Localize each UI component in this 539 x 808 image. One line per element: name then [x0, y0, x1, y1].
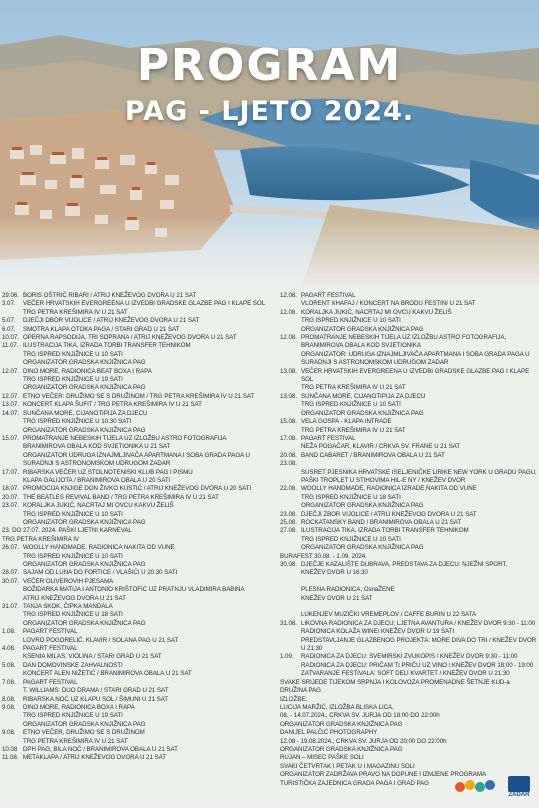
event-item	[2, 603, 272, 628]
event-text: RADIONICA ZA DJECU: SVEMIRSKI ZVUKOPIS / KNEŽEV DVOR 9:30 - 11:00 RADIONICA ZA DJECU: PRIČAM TI PRIČU UZ VINO / KNEŽEV DVOR 18:00 - 19:00 ZATVARANJE FESTIVALA: SOFT DELI KVARTET / KNEŽEV DVOR U 21:30	[301, 653, 534, 678]
disclaimer-note: ORGANIZATOR ZADRŽAVA PRAVO NA DOPUNE I IZMJENE PROGRAMA	[280, 771, 487, 779]
event-text: DJEČJI ZBOR VIJOLICE / ATRIJ KNEŽEVOG DVORA U 21 SAT	[301, 510, 477, 518]
event-item	[2, 729, 272, 746]
event-date: 31.07.	[2, 603, 19, 611]
event-text: TANJA SKOK, ČIPKA MANDALA TRG ISPRED KNJIŽNICE U 18 SATI ORGANIZATOR GRADSKA KNJIŽNICA PAG	[23, 603, 146, 627]
event-date: 18.07.	[2, 485, 19, 493]
event-date: 27.08.	[280, 527, 297, 535]
events-left-column	[2, 292, 272, 763]
pag-logo	[452, 776, 500, 802]
event-date: 3.07.	[2, 300, 16, 308]
event-item	[2, 485, 272, 493]
event-date: 17.07.	[2, 468, 19, 476]
event-text: PAGART FESTIVAL VLORENT XHAFAJ / KONCERT NA BRODU FESTINI U 21 SAT	[301, 292, 476, 308]
event-item	[2, 696, 272, 704]
event-date: 26.07.	[2, 544, 19, 552]
event-item	[2, 704, 272, 729]
event-date: 4.08.	[2, 645, 16, 653]
event-date: 12.08.	[280, 334, 297, 342]
event-text: PAGART FESTIVAL T. WILLIAMS: DUO DRAMA / STARI GRAD U 21 SAT	[23, 678, 169, 695]
event-text: LIKOVNA RADIONICA ZA DJECU: LJETNA AVANTURA / KNEŽEV DVOR 9:30 - 11:00 RADIONICA KOLAŽA WINE/ KNEŽEV DVOR U 19 SATI PREDSTAVLJANJE GLAZBENOG PROJEKTA: MORE DIVA DO TRI / KNEŽEV DVOR U 21:30	[301, 619, 537, 653]
footer-credit: TURISTIČKA ZAJEDNICA GRADA PAGA I GRAD PAG	[280, 779, 429, 787]
event-item	[280, 519, 537, 527]
event-item	[2, 502, 272, 527]
event-item	[2, 469, 272, 486]
event-item	[2, 628, 272, 645]
event-date: 30.07.	[2, 577, 19, 585]
event-item	[2, 527, 272, 544]
event-text: BORIS OŠTRIĆ RIBARI / ATRIJ KNEŽEVOG DVORA U 21 SAT	[23, 292, 197, 299]
event-text: DJEČJE KAZALIŠTE DUBRAVA, PREDSTAVA ZA DJECU: NJEŽNI SPORT, KNEŽEV DVOR U 16:30 PLESNA RADIONICA, OsnaŽENE KNEŽEV DVOR U 21 SAT LUKENJEV MUZIČKI VREMEPLOV / CAFFE BURIN U 22 SATA	[301, 561, 508, 619]
events-right-column	[280, 292, 537, 788]
event-item	[2, 342, 272, 367]
event-item	[2, 679, 272, 696]
burafest-item	[280, 561, 537, 620]
sponsor-logos	[452, 774, 537, 804]
event-item	[280, 452, 537, 460]
event-text: SMOTRA KLAPA OTOKA PAGA / STARI GRAD U 21 SAT	[23, 325, 180, 333]
event-item	[2, 368, 272, 393]
event-date: 5.08.	[2, 661, 16, 669]
event-date: 12.08.	[280, 292, 297, 299]
event-date: 23.07.	[2, 502, 19, 510]
event-date: 12.07.	[2, 392, 19, 400]
event-item	[280, 418, 537, 435]
event-text: WOOLLY HANDMADE, RADIONICA NAKITA OD VUNE TRG ISPRED KNJIŽNICE U 10 SATI ORGANIZATOR GRADSKA KNJIŽNICA PAG	[23, 544, 175, 568]
event-item	[2, 292, 272, 300]
event-date: 11.07.	[2, 342, 19, 350]
event-text: PROMATRANJE NEBESKIH TIJELA UZ IZLOŽBU ASTRO FOTOGRAFIJA, BRANIMIROVA OBALA KOD SVJETIONIKA ORGANIZATOR: UDRUGA IZNAJMLJIVAČA APARTMANA I SOBA GRADA PAGA U SURADNJI S ASTRONOMSKOM UDRUGOM ZADAR	[301, 334, 530, 367]
event-date: 22.08.	[280, 485, 297, 493]
event-date: 1.09.	[280, 653, 294, 661]
event-text: ROCKATANSKY BAND / BRANIMIROVA OBALA U 21 SAT	[301, 518, 462, 526]
event-date: 31.08.	[280, 619, 297, 627]
event-date: 7.08.	[2, 678, 16, 686]
event-text: DINO MORE, RADIONICA BEAT BOXA I RAPA TRG ISPRED KNJIŽNICE U 19 SATI ORGANIZATOR GRADSKA KNJIŽNICA PAG	[23, 367, 152, 392]
event-date: 15.07.	[2, 434, 19, 442]
event-text: RIBARSKA VEČER UZ STOLNOTENISKI KLUB PAG I PISMU KLAPA GALIJOTA / BRANIMIROVA OBALA U 20 SATI	[23, 468, 193, 484]
event-text: SUNČANA MORE, CIJANOTIPIJA ZA DJECU TRG ISPRED KNJIŽNICE U 10:30 SATI ORGANIZATOR GRADSKA KNJIŽNICA PAG	[23, 409, 148, 434]
event-date: 9.08.	[2, 703, 16, 711]
event-item	[280, 368, 537, 393]
event-text: PAGART FESTIVAL NEŽA POGAČAR, KLAVIR / CRKVA SV. FRANE U 21 SAT	[301, 434, 461, 451]
event-date: 10.07.	[2, 334, 19, 342]
event-date: 5.07.	[2, 317, 16, 325]
event-text: KONCERT KLAPA ŠUFIT / TRG PETRA KREŠIMIRA IV U 21 SAT	[23, 401, 202, 409]
event-item	[280, 309, 537, 334]
event-item	[280, 460, 537, 468]
event-text: VEČER HRVATSKIH EVERGREENA U IZVEDBI GRADSKE GLAZBE PAG I KLAPE SOL TRG PETRA KREŠIMIRA IV U 21 SAT	[23, 300, 266, 316]
event-date: 6.07.	[2, 325, 16, 333]
event-text: DINO MORE, RADIONICA BOXA I RAPA TRG ISPRED KNJIŽNICE U 19 SATI ORGANIZATOR GRADSKA KNJIŽNICA PAG	[23, 703, 146, 728]
exhibition-item: LUCIJA MARŽIĆ, IZLOŽBA BLISKA LICA, 08. - 14.07.2024., CRKVA SV. JURJA OD 18:00 DO 22:00h ORGANIZATOR GRADSKA KNJIŽNICA PAG	[280, 703, 440, 728]
event-item	[2, 401, 272, 409]
event-text: ETNO VEČER: DRUŽIMO SE S DRUŽINOM / TRG PETRA KREŠIMIRA IV U 21 SAT	[23, 392, 255, 400]
event-text: KORALJKA JUKIĆ, NACRTAJ MI OVCU KAKVU ŽELIŠ TRG ISPRED KNJIŽNICE U 10 SATI ORGANIZATOR GRADSKA KNJIŽNICA PAG	[23, 502, 174, 526]
exhibition-item: DANIJEL PALČIĆ PHOTOGRAPHY 12.08 - 19.08.2024., CRKVA SV. JURJA OD 20:00 DO 22:00h ORGANIZATOR GRADSKA KNJIŽNICA PAG	[280, 729, 447, 753]
event-item	[2, 494, 272, 502]
event-text: DPH PAG, BILA NOĆ / BRANIMIROVA OBALA U 21 SAT	[23, 745, 178, 753]
event-date: 28.07.	[2, 569, 19, 577]
event-item	[2, 410, 272, 435]
exhibitions-heading: IZLOŽBE:	[280, 695, 308, 703]
event-text: SUNČANA MORE, CIJANOTIPIJA ZA DJECU TRG ISPRED KNJIŽNICE U 10 SATI ORGANIZATOR GRADSKA KNJIŽNICA PAG	[301, 392, 426, 417]
event-date: 30.08.	[280, 561, 297, 568]
event-date: 15.08.	[280, 418, 297, 426]
event-text: PROMOCIJA KNJIGE DON ŽIVKO KUSTIĆ / ATRIJ KNEŽEVOG DVORA U 20 SATI	[23, 485, 252, 493]
event-date: 13.07.	[2, 401, 19, 409]
burafest-item	[280, 620, 537, 654]
event-date: 8.08.	[2, 695, 16, 703]
event-date: 23.08.	[280, 460, 297, 468]
event-item	[2, 300, 272, 317]
event-text: METAKLAPA / ATRIJ KNEŽEVOG DVORA U 21 SAT	[23, 754, 166, 762]
event-text: OPERNA RAPSODIJA, TRI SOPRANA / ATRIJ KNEŽEVOG DVORA U 21 SAT	[23, 334, 237, 342]
event-text: ILUSTRACIJA TIKA, IZRADA TORBI TRANSFER TEHNIKOM TRG ISPRED KNJIŽNICE U 10 SATI ORGANIZATOR GRADSKA KNJIŽNICA PAG	[301, 527, 469, 552]
event-item	[2, 578, 272, 603]
event-text: KORALJKA JUKIĆ, NACRTAJ MI OVCU KAKVU ŽELIŠ TRG ISPRED KNJIŽNICE U 10 SATI ORGANIZATOR GRADSKA KNJIŽNICA PAG	[301, 308, 452, 333]
event-date: 12.08.	[280, 308, 297, 316]
event-text: VEČER OLIVEROVIH PJESAMA BOŽIDARKA MATIJA I ANTONIO KRIŠTOFIĆ UZ PRATNJU VLADIMIRA BABINA ATRIJ KNEŽEVOG DVORA U 21 SAT	[23, 577, 245, 602]
event-item	[280, 469, 537, 486]
event-item	[280, 393, 537, 418]
event-text: SUSRET PJESNIKA HRVATSKE ISELJENIČKE LIRIKE NEW YORK U GRADU PAGU, PAŠKI TROPLET U STIHOVIMA HIL-E NY / KNEŽEV DVOR	[301, 468, 537, 484]
event-item	[2, 334, 272, 342]
event-item	[2, 544, 272, 569]
burafest-item	[280, 653, 537, 678]
event-date: 12.07.	[2, 367, 19, 375]
event-text: PAGART FESTIVAL LOVRO POGORELIĆ, KLAVIR / SOLANA PAG U 21 SAT	[23, 628, 179, 644]
event-item	[2, 435, 272, 469]
event-item	[2, 754, 272, 762]
event-item	[280, 292, 537, 309]
event-item	[2, 662, 272, 679]
event-text: THE BEATLES REVIVAL BAND / TRG PETRA KREŠIMIRA IV U 21 SAT	[23, 493, 219, 501]
event-text: 23. DO 27.07. 2024. PAŠKI LJETNI KARNEVAL TRG PETRA KREŠIMIRA IV	[2, 527, 132, 543]
event-text: VELA GOSPA - KLAPA INTRADE TRG PETRA KREŠIMIRA IV U 21 SAT	[301, 418, 406, 434]
event-date: 25.08.	[280, 518, 297, 526]
event-item	[2, 569, 272, 577]
event-date: 10.08	[2, 745, 18, 753]
event-date: 13.08.	[280, 392, 297, 400]
poster-title: PROGRAM	[136, 40, 403, 91]
event-date: 9.08.	[2, 729, 16, 737]
event-item	[280, 485, 537, 510]
event-text: DJEČJI DBOR VIJOLICE / ATRIJ KNEŽEVOG DVORA U 21 SAT	[23, 317, 200, 325]
event-date: 17.08.	[280, 434, 297, 442]
event-text: SAJAM OD LUNA DO FORTICE / VLAŠIĆI U 20:30 SATI	[23, 569, 178, 577]
event-item	[2, 393, 272, 401]
event-item	[280, 435, 537, 452]
poster-subtitle: PAG - LJETO 2024.	[124, 96, 415, 127]
zadar-logo-text: ZADAR	[508, 792, 530, 798]
event-date: 20.08.	[280, 451, 297, 459]
burafest-heading: BURAFEST 30.08. - 1.09. 2024.	[280, 552, 367, 560]
promenade-note: SVAKE SRIJEDE TIJEKOM SRPNJA I KOLOVOZA PROMENADNE ŠETNJE KUD-a DRUŽINA PAG	[280, 678, 510, 695]
event-text: WOOLLY HANDMADE, RADIONICA IZRADE NAKITA OD VUNE TRG ISPRED KNJIŽNICE U 18 SATI ORGANIZATOR GRADSKA KNJIŽNICA PAG	[301, 485, 477, 510]
event-item	[2, 326, 272, 334]
event-text: PAGART FESTIVAL KSENIA MILAS, VIOLINA / STARI GRAD U 21 SAT	[23, 645, 162, 661]
event-date: 20.07.	[2, 493, 19, 501]
event-date: 29.06.	[2, 292, 19, 299]
event-date: 13.08.	[280, 367, 297, 375]
event-text: VEČER HRVATSKIH EVERGREENA U IZVEDBI GRADSKE GLAZBE PAG I KLAPE SOL TRG PETRA KREŠIMIRA IV U 21 SAT	[301, 367, 530, 392]
event-text: BAND CABARET / BRANIMIROVA OBALA U 21 SAT	[301, 451, 445, 459]
event-text: PROMATRANJE NEBESKIH TIJELA UZ IZLOŽBU ASTRO FOTOGRAFIJA BRANIMIROVA OBALA KOD SVJETIONIKA U 21 SAT ORGANIZATOR UDRUGA IZNAJMLJIVAČA APARTMANA I SOBA GRADA PAGA U SURADNJI S ASTRONOMSKOM UDRUGOM ZADAR	[23, 434, 250, 468]
event-date: 14.07.	[2, 409, 19, 417]
event-item	[2, 645, 272, 662]
event-item	[280, 511, 537, 519]
event-date: 23.08.	[280, 510, 297, 518]
event-text: ETNO VEČER, DRUŽIMO SE S DRUŽINOM TRG PETRA KREŠIMIRA IV U 21 SAT	[23, 729, 145, 745]
event-item	[280, 334, 537, 368]
event-item	[280, 527, 537, 552]
event-item	[2, 317, 272, 325]
event-text: RIBARSKA NOĆ UZ KLAPU SOL / ŠIMUNI U 21 SAT	[23, 695, 169, 703]
zadar-logo	[504, 774, 534, 804]
event-text: DAN DOMOVINSKE ZAHVALNOSTI KONCERT ALEN NIŽETIĆ / BRANIMIROVA OBALA U 21 SAT	[23, 661, 192, 678]
event-text: ILUSTRACIJA TIKA, IZRADA TORBI TRANSFER TEHNIKOM TRG ISPRED KNJIŽNICE U 10 SATI ORGANIZATOR GRADSKA KNJIŽNICA PAG	[23, 342, 191, 367]
zadar-logo-mark	[508, 776, 530, 792]
event-date: 1.08.	[2, 628, 16, 636]
salt-month-note: RUJAN – MISEC PAŠKE SOLI SVAKI ČETVRTAK I PETAK U I MAGAZINU SOLI	[280, 754, 415, 770]
event-date: 11.08.	[2, 754, 19, 762]
